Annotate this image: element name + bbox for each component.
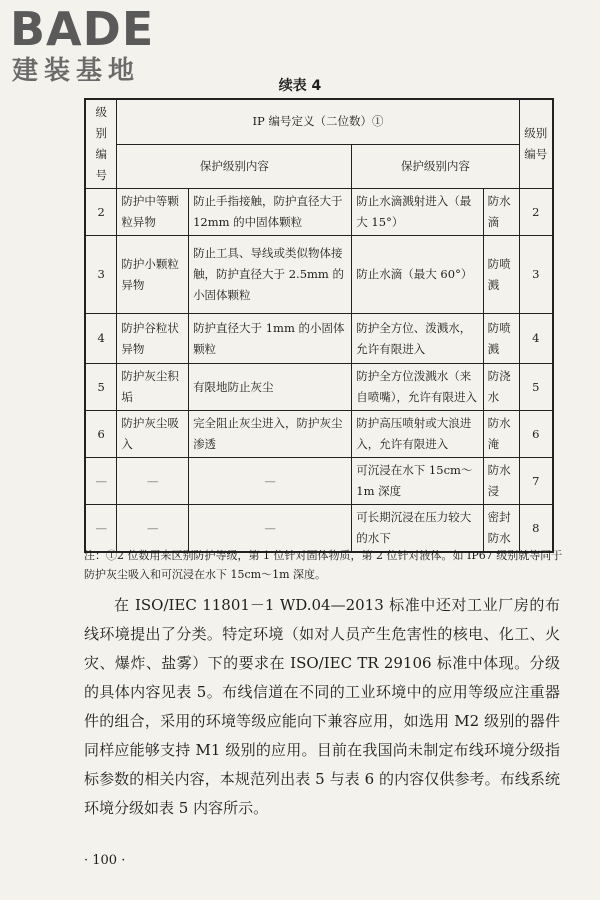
table-caption: 续表 4 xyxy=(278,78,322,94)
table-row xyxy=(85,364,553,411)
level-right-cell: 2 xyxy=(519,189,553,236)
liquid-desc-cell: 可沉浸在水下 15cm～1m 深度 xyxy=(352,458,483,505)
logo-subtitle: 建装基地 xyxy=(12,56,141,86)
body-paragraph: 在 ISO/IEC 11801－1 WD.04—2013 标准中还对工业厂房的布线环境提出了分类。特定环境（如对人员产生危害性的核电、化工、火灾、爆炸、盐雾）下的要求在 ISO/IEC TR 29106 标准中体现。分级的具体内容见表 5。布线信道在不同的工业环境中的应用等级应注重器件的组合，采用的环境等级应能向下兼容应用，如选用 M2 级别的器件同样应能够支持 M1 级别的应用。目前在我国尚未制定布线环境分级指标参数的相关内容，本规范列出表 5 与表 6 的内容仅供参考。布线系统环境分级如表 5 内容所示。 xyxy=(84,596,560,817)
liquid-desc-cell: 可长期沉浸在压力较大的水下 xyxy=(352,505,483,553)
table-footnote: 注：①2 位数用来区别防护等级，第 1 位针对固体物质，第 2 位针对液体。如 IP67 级别就等同于防护灰尘吸入和可沉浸在水下 15cm～1m 深度。 xyxy=(84,549,563,581)
solid-short-cell: — xyxy=(117,458,189,505)
level-cell: 4 xyxy=(85,314,117,364)
level-cell: 5 xyxy=(85,364,117,411)
table-row xyxy=(85,458,553,505)
liquid-short-cell: 防水浸 xyxy=(483,458,519,505)
solid-desc-cell: — xyxy=(189,458,352,505)
solid-short-cell: 防护谷粒状异物 xyxy=(117,314,189,364)
liquid-short-cell: 防喷溅 xyxy=(483,314,519,364)
solid-desc-cell: 防止手指接触，防护直径大于 12mm 的中固体颗粒 xyxy=(189,189,352,236)
liquid-desc-cell: 防护高压喷射或大浪进入，允许有限进入 xyxy=(352,411,483,458)
liquid-short-cell: 密封防水 xyxy=(483,505,519,553)
liquid-short-cell: 防水淹 xyxy=(483,411,519,458)
header-ip-definition: IP 编号定义（二位数）① xyxy=(117,99,519,144)
solid-desc-cell: 防止工具、导线或类似物体接触，防护直径大于 2.5mm 的小固体颗粒 xyxy=(189,236,352,314)
liquid-desc-cell: 防止水滴溅射进入（最大 15°） xyxy=(352,189,483,236)
level-cell: — xyxy=(85,505,117,553)
level-right-cell: 4 xyxy=(519,314,553,364)
page-number: · 100 · xyxy=(84,853,126,868)
header-level-left: 级别编号 xyxy=(85,99,117,189)
table-row xyxy=(85,236,553,314)
solid-short-cell: 防护小颗粒异物 xyxy=(117,236,189,314)
solid-desc-cell: 有限地防止灰尘 xyxy=(189,364,352,411)
level-cell: 2 xyxy=(85,189,117,236)
table-row xyxy=(85,314,553,364)
level-cell: 6 xyxy=(85,411,117,458)
solid-desc-cell: — xyxy=(189,505,352,553)
header-protect-liquid: 保护级别内容 xyxy=(352,144,519,188)
solid-short-cell: — xyxy=(117,505,189,553)
solid-short-cell: 防护灰尘吸入 xyxy=(117,411,189,458)
solid-short-cell: 防护中等颗粒异物 xyxy=(117,189,189,236)
level-right-cell: 6 xyxy=(519,411,553,458)
level-right-cell: 7 xyxy=(519,458,553,505)
table-row xyxy=(85,189,553,236)
level-right-cell: 3 xyxy=(519,236,553,314)
level-cell: — xyxy=(85,458,117,505)
table-row xyxy=(85,411,553,458)
header-level-right: 级别编号 xyxy=(519,99,553,189)
liquid-desc-cell: 防止水滴（最大 60°） xyxy=(352,236,483,314)
liquid-short-cell: 防水滴 xyxy=(483,189,519,236)
level-right-cell: 5 xyxy=(519,364,553,411)
solid-desc-cell: 防护直径大于 1mm 的小固体颗粒 xyxy=(189,314,352,364)
table-row xyxy=(85,505,553,553)
header-protect-solid: 保护级别内容 xyxy=(117,144,352,188)
level-right-cell: 8 xyxy=(519,505,553,553)
liquid-short-cell: 防喷溅 xyxy=(483,236,519,314)
ip-table xyxy=(84,98,554,553)
logo-brand: BADE xyxy=(10,2,155,56)
liquid-desc-cell: 防护全方位、泼溅水，允许有限进入 xyxy=(352,314,483,364)
liquid-desc-cell: 防护全方位泼溅水（来自喷嘴），允许有限进入 xyxy=(352,364,483,411)
solid-short-cell: 防护灰尘积垢 xyxy=(117,364,189,411)
liquid-short-cell: 防浇水 xyxy=(483,364,519,411)
solid-desc-cell: 完全阻止灰尘进入，防护灰尘渗透 xyxy=(189,411,352,458)
level-cell: 3 xyxy=(85,236,117,314)
